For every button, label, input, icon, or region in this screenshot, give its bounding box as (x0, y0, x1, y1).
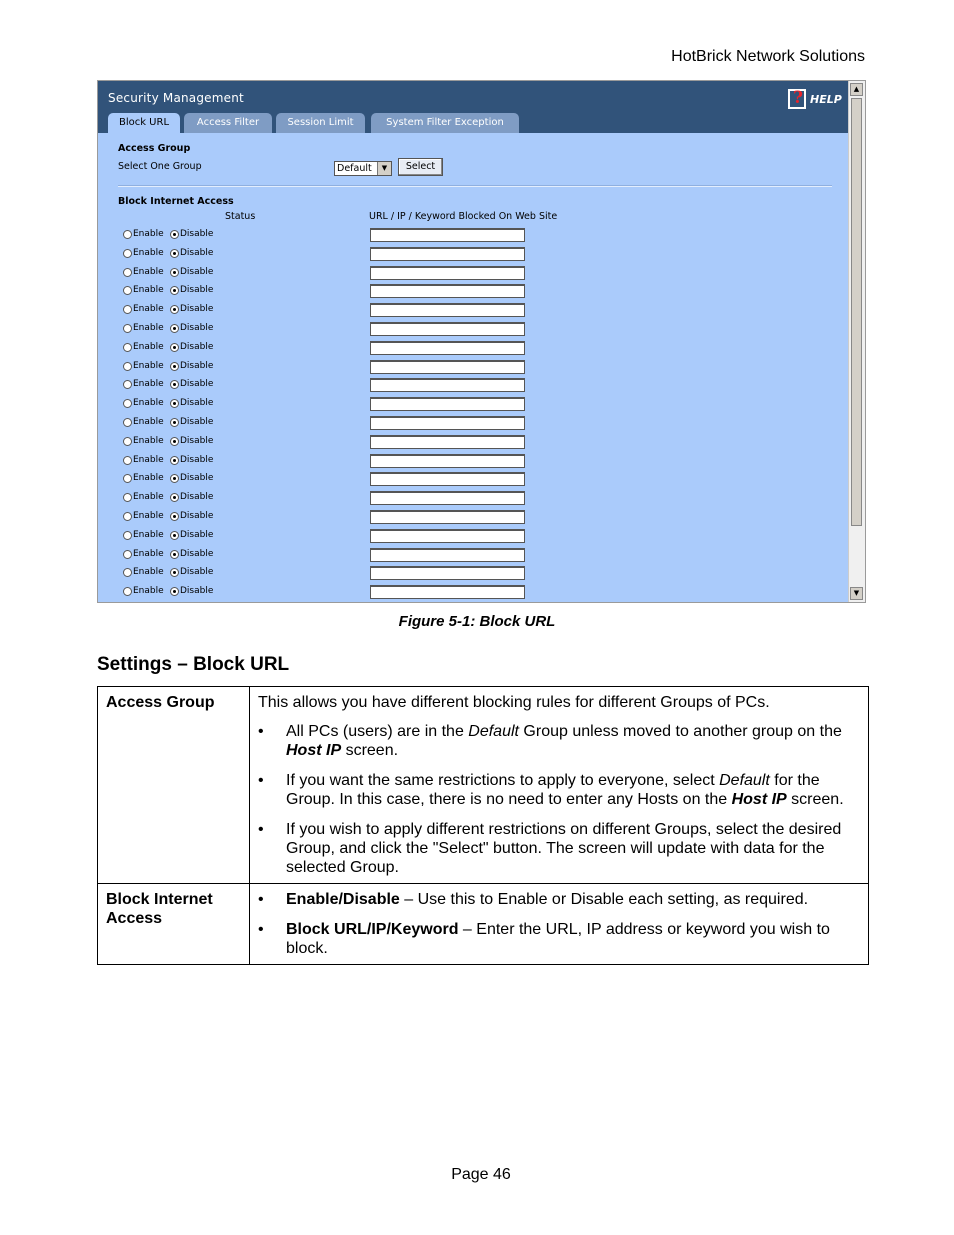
list-item: • All PCs (users) are in the Default Group unless moved to another group on the Host IP screen. (258, 722, 860, 760)
help-question-glyph: ? (793, 88, 803, 108)
window-title: Security Management (108, 91, 244, 105)
url-input[interactable] (370, 472, 525, 486)
disable-label: Disable (180, 266, 214, 277)
block-rule-row (118, 283, 538, 302)
group-select[interactable] (334, 161, 392, 176)
url-column-header: URL / IP / Keyword Blocked On Web Site (369, 211, 558, 222)
disable-label: Disable (180, 511, 214, 521)
disable-label: Disable (180, 285, 214, 296)
enable-radio[interactable] (123, 493, 132, 502)
access-group-desc (250, 687, 869, 884)
chevron-down-icon: ▼ (377, 162, 391, 175)
help-button[interactable] (788, 89, 842, 109)
disable-label: Disable (180, 435, 214, 446)
url-input[interactable] (370, 566, 525, 580)
disable-radio[interactable] (170, 380, 179, 389)
block-rule-row (118, 584, 538, 603)
url-input[interactable] (370, 284, 525, 298)
url-input[interactable] (370, 247, 525, 261)
enable-label: Enable (133, 266, 164, 277)
enable-label: Enable (133, 398, 164, 409)
table-row (98, 884, 869, 965)
url-input[interactable] (370, 491, 525, 505)
url-input[interactable] (370, 378, 525, 392)
enable-label: Enable (133, 247, 164, 258)
enable-radio[interactable] (123, 550, 132, 559)
disable-label: Disable (180, 567, 214, 578)
enable-radio[interactable] (123, 362, 132, 371)
disable-label: Disable (180, 473, 214, 484)
tab-system-filter-exception[interactable]: System Filter Exception (371, 113, 519, 133)
disable-label: Disable (180, 417, 214, 427)
block-url-screenshot (97, 80, 866, 603)
url-input[interactable] (370, 228, 525, 242)
enable-label: Enable (133, 529, 164, 540)
access-group-bullets (258, 722, 860, 877)
disable-radio[interactable] (170, 249, 179, 258)
enable-label: Enable (133, 567, 164, 578)
disable-radio[interactable] (170, 268, 179, 277)
enable-radio[interactable] (123, 474, 132, 483)
page-number: Page 46 (451, 1166, 511, 1183)
url-input[interactable] (370, 548, 525, 562)
vertical-scrollbar[interactable] (848, 81, 865, 602)
tab-access-filter[interactable]: Access Filter (184, 113, 272, 133)
disable-label: Disable (180, 304, 214, 315)
enable-radio[interactable] (123, 418, 132, 427)
table-row (98, 687, 869, 884)
status-column-header: Status (225, 211, 256, 222)
disable-radio[interactable] (170, 418, 179, 427)
disable-label: Disable (180, 454, 214, 465)
enable-radio[interactable] (123, 305, 132, 314)
block-rule-row (118, 321, 538, 340)
enable-label: Enable (133, 492, 164, 503)
block-rule-row (118, 377, 538, 396)
access-group-intro: This allows you have different blocking rules for different Groups of PCs. (258, 694, 770, 711)
enable-radio[interactable] (123, 568, 132, 577)
disable-label: Disable (180, 586, 214, 597)
block-rule-row (118, 509, 538, 528)
divider (118, 185, 832, 187)
disable-radio[interactable] (170, 305, 179, 314)
disable-label: Disable (180, 247, 214, 258)
enable-radio[interactable] (123, 249, 132, 258)
disable-radio[interactable] (170, 399, 179, 408)
block-rule-row (118, 453, 538, 472)
disable-radio[interactable] (170, 512, 179, 521)
disable-radio[interactable] (170, 456, 179, 465)
block-rule-row (118, 340, 538, 359)
access-group-heading: Access Group (118, 143, 191, 154)
enable-label: Enable (133, 417, 164, 427)
enable-label: Enable (133, 229, 164, 239)
tab-block-url[interactable]: Block URL (108, 113, 180, 133)
block-rule-row (118, 246, 538, 265)
url-input[interactable] (370, 266, 525, 280)
url-input[interactable] (370, 529, 525, 543)
block-rule-row (118, 302, 538, 321)
disable-label: Disable (180, 548, 214, 559)
disable-radio[interactable] (170, 474, 179, 483)
block-rule-row (118, 359, 538, 378)
disable-radio[interactable] (170, 230, 179, 239)
block-access-bullets (258, 890, 860, 958)
list-item: • Enable/Disable – Use this to Enable or Disable each setting, as required. (258, 890, 860, 909)
list-item: • If you want the same restrictions to apply to everyone, select Default for the Group. In this case, there is no need to enter any Hosts on the Host IP screen. (258, 771, 860, 809)
disable-radio[interactable] (170, 437, 179, 446)
disable-radio[interactable] (170, 568, 179, 577)
block-rule-row (118, 227, 538, 246)
scroll-down-icon[interactable]: ▼ (850, 587, 863, 600)
enable-radio[interactable] (123, 230, 132, 239)
tab-session-limit[interactable]: Session Limit (276, 113, 365, 133)
url-input[interactable] (370, 454, 525, 468)
disable-radio[interactable] (170, 286, 179, 295)
block-rule-row (118, 396, 538, 415)
disable-label: Disable (180, 529, 214, 540)
block-rule-row (118, 265, 538, 284)
enable-label: Enable (133, 341, 164, 352)
disable-label: Disable (180, 492, 214, 503)
enable-label: Enable (133, 304, 164, 315)
enable-radio[interactable] (123, 268, 132, 277)
disable-label: Disable (180, 341, 214, 352)
enable-label: Enable (133, 323, 164, 333)
group-select-value: Default (337, 163, 372, 174)
enable-radio[interactable] (123, 512, 132, 521)
block-rule-row (118, 528, 538, 547)
block-rule-row (118, 565, 538, 584)
disable-label: Disable (180, 323, 214, 333)
list-item: • Block URL/IP/Keyword – Enter the URL, IP address or keyword you wish to block. (258, 920, 860, 958)
select-button[interactable]: Select (398, 158, 443, 176)
url-input[interactable] (370, 585, 525, 599)
enable-radio[interactable] (123, 380, 132, 389)
disable-label: Disable (180, 229, 214, 239)
url-input[interactable] (370, 360, 525, 374)
enable-radio[interactable] (123, 399, 132, 408)
block-rule-row (118, 471, 538, 490)
enable-radio[interactable] (123, 286, 132, 295)
block-access-key: Block Internet Access (98, 884, 250, 965)
enable-radio[interactable] (123, 531, 132, 540)
help-icon (788, 89, 806, 109)
url-input[interactable] (370, 397, 525, 411)
scroll-thumb[interactable] (851, 98, 862, 526)
settings-table (97, 686, 869, 965)
disable-radio[interactable] (170, 343, 179, 352)
url-input[interactable] (370, 341, 525, 355)
figure-caption: Figure 5-1: Block URL (398, 613, 556, 630)
disable-radio[interactable] (170, 362, 179, 371)
access-group-key: Access Group (98, 687, 250, 884)
block-access-desc (250, 884, 869, 965)
enable-label: Enable (133, 360, 164, 371)
settings-heading: Settings – Block URL (97, 654, 290, 675)
scroll-up-icon[interactable]: ▲ (850, 83, 863, 96)
page-header: HotBrick Network Solutions (671, 48, 865, 65)
url-input[interactable] (370, 510, 525, 524)
enable-label: Enable (133, 548, 164, 559)
disable-label: Disable (180, 360, 214, 371)
enable-label: Enable (133, 586, 164, 597)
enable-radio[interactable] (123, 437, 132, 446)
url-input[interactable] (370, 303, 525, 317)
enable-radio[interactable] (123, 324, 132, 333)
help-label: HELP (810, 93, 842, 106)
enable-label: Enable (133, 379, 164, 390)
disable-label: Disable (180, 398, 214, 409)
block-rule-row (118, 547, 538, 566)
enable-label: Enable (133, 435, 164, 446)
disable-radio[interactable] (170, 531, 179, 540)
disable-radio[interactable] (170, 550, 179, 559)
enable-radio[interactable] (123, 456, 132, 465)
disable-radio[interactable] (170, 324, 179, 333)
url-input[interactable] (370, 322, 525, 336)
disable-label: Disable (180, 379, 214, 390)
list-item: • If you wish to apply different restrictions on different Groups, select the desired Group, and click the "Select" button. The screen will update with data for the selected Group. (258, 820, 860, 877)
disable-radio[interactable] (170, 587, 179, 596)
select-group-label: Select One Group (118, 161, 202, 172)
enable-label: Enable (133, 511, 164, 521)
block-rule-row (118, 490, 538, 509)
url-input[interactable] (370, 435, 525, 449)
enable-radio[interactable] (123, 587, 132, 596)
block-access-heading: Block Internet Access (118, 196, 234, 207)
block-rule-row (118, 434, 538, 453)
disable-radio[interactable] (170, 493, 179, 502)
enable-label: Enable (133, 473, 164, 484)
url-input[interactable] (370, 416, 525, 430)
block-rule-row (118, 415, 538, 434)
enable-label: Enable (133, 454, 164, 465)
enable-radio[interactable] (123, 343, 132, 352)
enable-label: Enable (133, 285, 164, 296)
